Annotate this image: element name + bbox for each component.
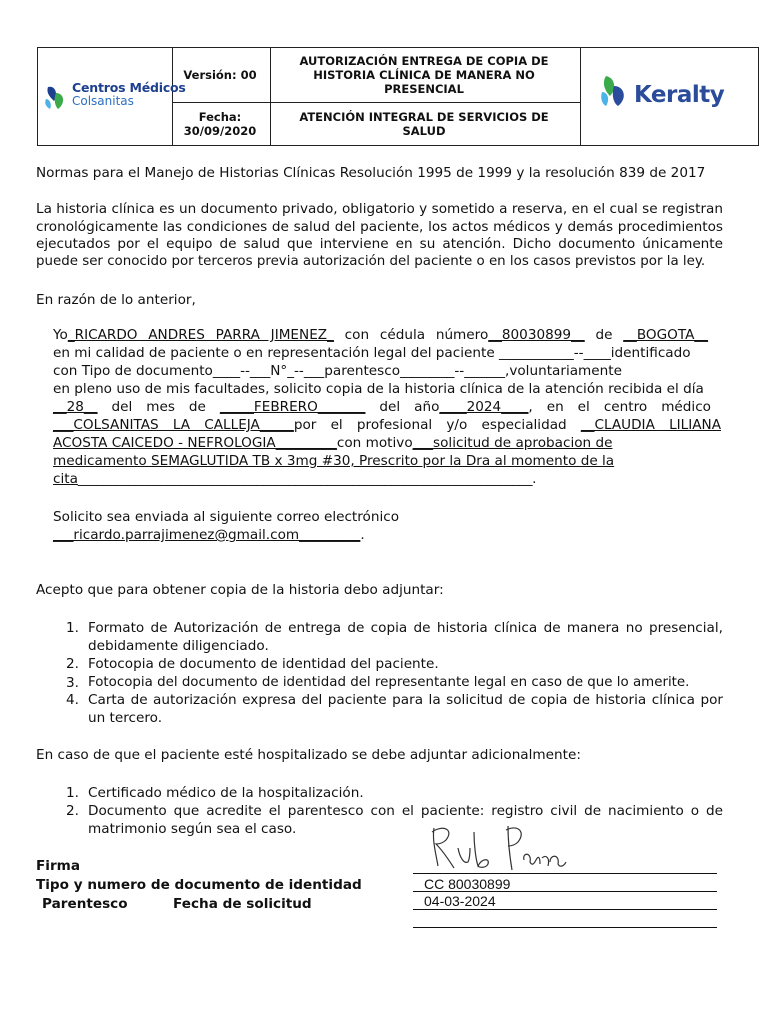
- signature-label: Firma: [36, 858, 80, 874]
- list-number: 4.: [66, 692, 79, 708]
- version-cell: [172, 48, 268, 101]
- norms-text: Normas para el Manejo de Historias Clínicas Resolución 1995 de 1999 y la resolución 839 de 2017: [36, 165, 706, 181]
- list-number: 2.: [66, 803, 79, 819]
- hospital-intro: En caso de que el paciente esté hospitalizado se debe adjuntar adicionalmente:: [36, 747, 581, 763]
- day-field[interactable]: __28__: [53, 399, 98, 415]
- email-field[interactable]: ___ricardo.parrajimenez@gmail.com_________: [53, 527, 361, 543]
- relationship-label: Parentesco: [42, 896, 128, 912]
- patient-name-field[interactable]: _RICARDO ANDRES PARRA JIMENEZ_: [67, 327, 334, 343]
- document-id-line: [413, 891, 717, 892]
- list-number: 3.: [66, 675, 79, 691]
- keralty-leaf-icon: [600, 74, 632, 110]
- document-id-label: Tipo y numero de documento de identidad: [36, 877, 362, 893]
- doc-number-field[interactable]: _--___: [287, 363, 325, 379]
- list-item: un tercero.: [88, 710, 163, 726]
- specialty-field[interactable]: ACOSTA CAICEDO - NEFROLOGIA_________: [53, 435, 337, 451]
- intro-line: cronológicamente las condiciones de salud del paciente, los actos médicos y demás procedimientos: [36, 219, 723, 235]
- list-item: Fotocopia de documento de identidad del paciente.: [88, 656, 439, 672]
- title-cell-2: [285, 102, 563, 145]
- list-item: Documento que acredite el parentesco con el paciente: registro civil de nacimiento o de: [88, 803, 723, 819]
- form-title: AUTORIZACIÓN ENTREGA DE COPIA DE HISTORIA CLÍNICA DE MANERA NO PRESENCIAL: [299, 53, 549, 96]
- date-value: 30/09/2020: [183, 123, 257, 138]
- centros-medicos-leaf-icon: [44, 83, 68, 111]
- list-item: matrimonio según sea el caso.: [88, 821, 297, 837]
- form-line-2: en mi calidad de paciente o en representación legal del paciente ___________--____identificado: [53, 345, 691, 361]
- form-line-7: ACOSTA CAICEDO - NEFROLOGIA_________con motivo___solicitud de aprobacion de: [53, 435, 613, 451]
- list-item: Formato de Autorización de entrega de copia de historia clínica de manera no presencial,: [88, 620, 723, 636]
- form-line-6: ___COLSANITAS LA CALLEJA_____por el profesional y/o especialidad __CLAUDIA LILIANA: [53, 417, 721, 433]
- date-cell: [172, 102, 268, 145]
- form-line-8[interactable]: medicamento SEMAGLUTIDA TB x 3mg #30, Prescrito por la Dra al momento de la: [53, 453, 615, 469]
- logo-left-sub: Colsanitas: [72, 94, 134, 108]
- representative-field[interactable]: ___________--____: [499, 345, 611, 361]
- list-number: 1.: [66, 620, 79, 636]
- intro-line: ejecutados por el equipo de salud que interviene en su atención. Dicho documento únicamente: [36, 236, 723, 252]
- reason-field[interactable]: ___solicitud de aprobacion de: [412, 435, 613, 451]
- request-date-value[interactable]: 04-03-2024: [424, 893, 496, 909]
- request-date-label: Fecha de solicitud: [173, 896, 312, 912]
- month-field[interactable]: _____FEBRERO_______: [219, 399, 366, 415]
- title-cell-1: [277, 48, 571, 101]
- relationship-line: [413, 927, 717, 928]
- doc-type-field[interactable]: ____--___: [212, 363, 271, 379]
- email-request: Solicito sea enviada al siguiente correo electrónico: [53, 509, 400, 525]
- list-number: 1.: [66, 785, 79, 801]
- centros-medicos-logo: [44, 79, 186, 115]
- list-item: debidamente diligenciado.: [88, 638, 269, 654]
- form-line-3: con Tipo de documento____--___N°_--___parentesco________--______,voluntariamente: [53, 363, 622, 379]
- version-label: Versión: 00: [183, 67, 257, 82]
- accept-intro: Acepto que para obtener copia de la historia debo adjuntar:: [36, 582, 444, 598]
- signature-line: [413, 873, 717, 874]
- form-line-1: Yo_RICARDO ANDRES PARRA JIMENEZ_ con cédula número__80030899__ de __BOGOTA__: [53, 327, 708, 343]
- email-line: ___ricardo.parrajimenez@gmail.com_________.: [53, 527, 365, 543]
- list-item: Carta de autorización expresa del paciente para la solicitud de copia de historia clínica por: [88, 692, 723, 708]
- city-field[interactable]: __BOGOTA__: [623, 327, 708, 343]
- list-item: Fotocopia del documento de identidad del representante legal en caso de que lo amerite.: [88, 675, 690, 690]
- logo-right-name: Keralty: [634, 82, 725, 108]
- medical-center-field[interactable]: ___COLSANITAS LA CALLEJA_____: [53, 417, 294, 433]
- intro-line: La historia clínica es un documento privado, obligatorio y sometido a reserva, en el cual se registran: [36, 201, 723, 217]
- intro-line: puede ser conocido por terceros previa autorización del paciente o en los casos previstos por la ley.: [36, 254, 706, 269]
- handwritten-signature: [424, 818, 574, 878]
- document-id-value[interactable]: CC 80030899: [424, 876, 511, 892]
- id-number-field[interactable]: __80030899__: [488, 327, 585, 343]
- list-number: 2.: [66, 656, 79, 672]
- list-item: Certificado médico de la hospitalización.: [88, 785, 364, 801]
- form-line-9: cita_______________________________________________________________________.: [53, 471, 537, 487]
- reason-text: En razón de lo anterior,: [36, 292, 196, 308]
- year-field[interactable]: ____2024____: [439, 399, 529, 415]
- form-line-4: en pleno uso de mis facultades, solicito copia de la historia clínica de la atención recibida el día: [53, 381, 704, 397]
- logo-left-name: Centros Médicos: [72, 80, 186, 95]
- keralty-logo: [600, 74, 725, 114]
- date-label: Fecha:: [198, 109, 242, 124]
- date-line: [413, 909, 717, 910]
- professional-field[interactable]: __CLAUDIA LILIANA: [580, 417, 721, 433]
- form-line-5: __28__ del mes de _____FEBRERO_______ del año____2024____, en el centro médico: [53, 399, 711, 415]
- service-title: ATENCIÓN INTEGRAL DE SERVICIOS DE SALUD: [299, 109, 549, 138]
- relationship-field[interactable]: ________--______: [400, 363, 505, 379]
